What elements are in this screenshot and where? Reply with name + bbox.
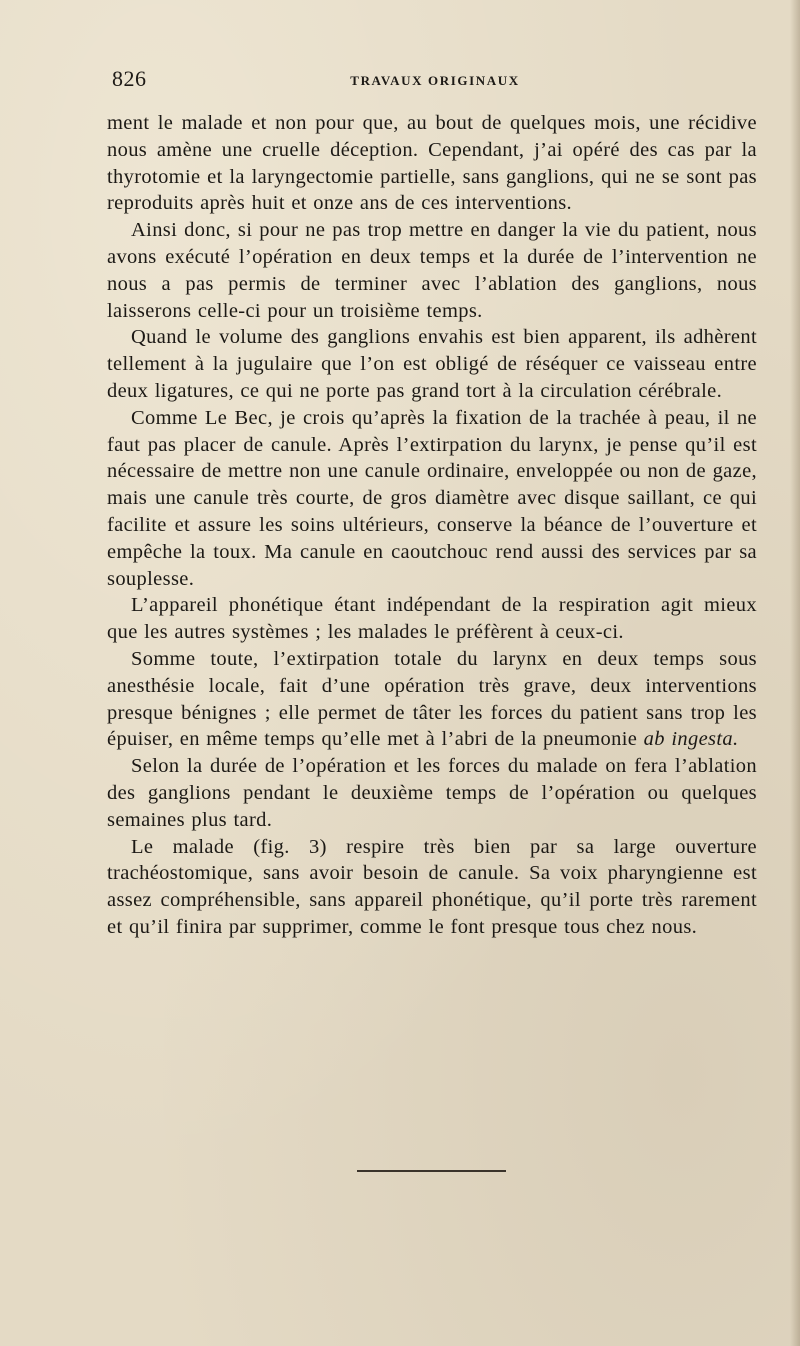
paragraph-7: Selon la durée de l’opération et les forces du malade on fera l’ablation des ganglions pendant le deuxième temps de l’opération ou quelques semaines plus tard.: [107, 755, 757, 831]
running-head: TRAVAUX ORIGINAUX: [350, 73, 520, 88]
paragraph-4: Comme Le Bec, je crois qu’après la fixation de la trachée à peau, il ne faut pas placer de canule. Après l’extirpation du larynx, je pense qu’il est nécessaire de mettre non une canule ordinaire, enveloppée ou non de gaze, mais une canule très courte, de gros diamètre avec disque saillant, ce qui facilite et assure les soins ultérieurs, conserve la béance de l’ouverture et empêche la toux. Ma canule en caoutchouc rend aussi des services par sa souplesse.: [107, 406, 757, 590]
paragraph-5: L’appareil phonétique étant indépendant de la respiration agit mieux que les autres systèmes ; les malades le préfèrent à ceux-ci.: [107, 594, 757, 644]
paragraph-6: [107, 646, 757, 753]
page-header: [112, 66, 758, 96]
paragraph-8: Le malade (fig. 3) respire très bien par sa large ouverture trachéostomique, sans avoir besoin de canule. Sa voix pharyngienne est assez compréhensible, sans appareil phonétique, qu’il porte très rarement et qu’il finira par supprimer, comme le font presque tous chez nous.: [107, 835, 757, 938]
paragraph-6-latin-phrase: ab ingesta.: [643, 728, 739, 751]
paragraph-1: ment le malade et non pour que, au bout de quelques mois, une récidive nous amène une cruelle déception. Cependant, j’ai opéré des cas par la thyrotomie et la laryngectomie partielle, sans ganglions, qui ne se sont pas reproduits après huit et onze ans de ces interventions.: [107, 112, 757, 215]
paragraph-3: Quand le volume des ganglions envahis est bien apparent, ils adhèrent tellement à la jugulaire que l’on est obligé de réséquer ce vaisseau entre deux ligatures, ce qui ne porte pas grand tort à la circulation cérébrale.: [107, 326, 757, 402]
paragraph-2: Ainsi donc, si pour ne pas trop mettre en danger la vie du patient, nous avons exécuté l’opération en deux temps et la durée de l’intervention ne nous a pas permis de terminer avec l’ablation des ganglions, nous laisserons celle-ci pour un troisième temps.: [107, 219, 757, 322]
end-rule-divider: [357, 1170, 506, 1172]
page-number: 826: [112, 66, 147, 91]
paragraph-6-text: Somme toute, l’extirpation totale du larynx en deux temps sous anesthésie locale, fait d’une opération très grave, deux interventions presque bénignes ; elle permet de tâter les forces du patient sans trop les épuiser, en même temps qu’elle met à l’abri de la pneumonie: [107, 647, 757, 751]
body-text: [107, 110, 757, 941]
page-edge-shadow: [790, 0, 800, 1346]
